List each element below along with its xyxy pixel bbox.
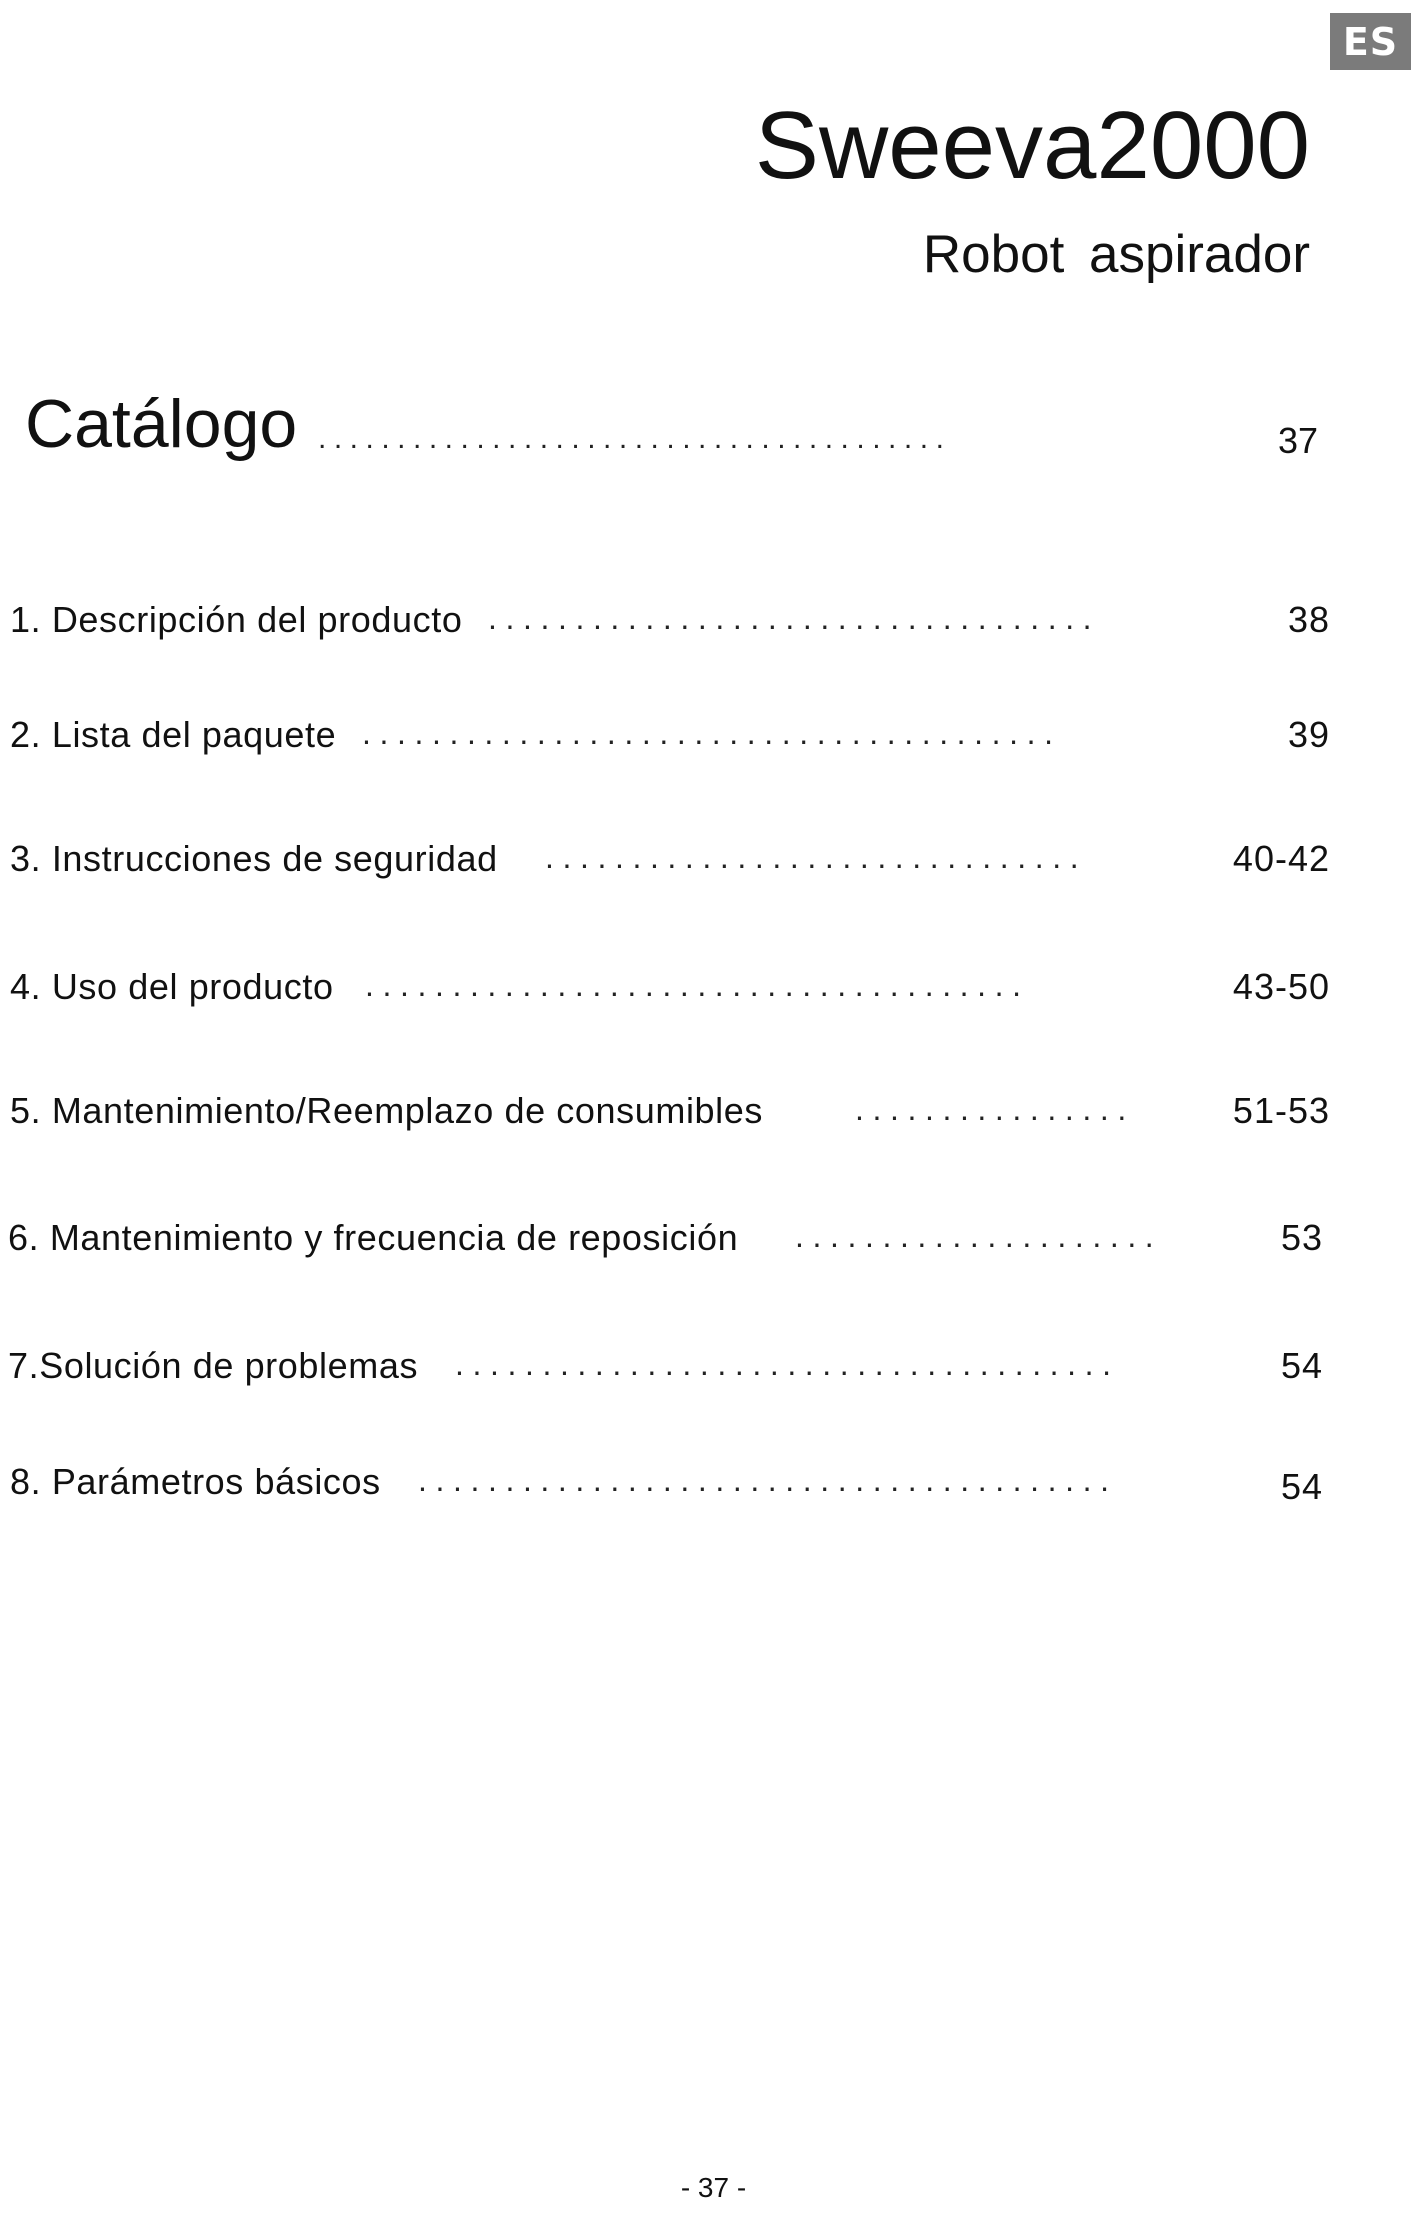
toc-entry-label: 2. Lista del paquete bbox=[10, 714, 337, 755]
toc-entry[interactable] bbox=[8, 1341, 1323, 1391]
toc-entry[interactable] bbox=[10, 1457, 1323, 1507]
toc-entry-label: 1. Descripción del producto bbox=[10, 599, 463, 640]
toc-entry-page: 40-42 bbox=[1232, 838, 1330, 879]
toc-heading-page-number: 37 bbox=[1278, 420, 1319, 461]
toc-entry[interactable] bbox=[10, 1086, 1330, 1136]
toc-entry-page: 54 bbox=[1280, 1466, 1323, 1507]
toc-leader-dots: ..................... bbox=[795, 1218, 1163, 1254]
toc-entry[interactable] bbox=[10, 710, 1330, 760]
toc-entry-label: 3. Instrucciones de seguridad bbox=[10, 838, 498, 879]
toc-entry-page: 39 bbox=[1287, 714, 1330, 755]
toc-entry-page: 43-50 bbox=[1232, 966, 1330, 1007]
toc-leader-dots: ...................................... bbox=[455, 1346, 1120, 1382]
page-number: - 37 - bbox=[680, 2172, 747, 2203]
toc-entry-label: 8. Parámetros básicos bbox=[10, 1461, 381, 1502]
toc-heading-row bbox=[25, 386, 1325, 470]
toc-entry-label: 7.Solución de problemas bbox=[8, 1345, 419, 1386]
toc-leader-dots: ...................................... bbox=[365, 967, 1030, 1003]
toc-entry-page: 38 bbox=[1287, 599, 1330, 640]
toc-entry-page: 54 bbox=[1280, 1345, 1323, 1386]
toc-leader-dots: ................ bbox=[855, 1091, 1135, 1127]
toc-entry[interactable] bbox=[10, 962, 1330, 1012]
toc-entry[interactable] bbox=[10, 834, 1330, 884]
toc-leader-dots: ................................... bbox=[488, 600, 1101, 636]
toc-entry-label: 4. Uso del producto bbox=[10, 966, 334, 1007]
toc-leader-dots: ........................................ bbox=[362, 715, 1062, 751]
toc-entry-page: 51-53 bbox=[1232, 1090, 1330, 1131]
toc-leader-dots: ........................................ bbox=[418, 1462, 1118, 1498]
toc-heading: Catálogo bbox=[25, 386, 298, 462]
product-title: Sweeva2000 bbox=[754, 92, 1310, 199]
language-badge: ES bbox=[1330, 13, 1411, 70]
toc-entry[interactable] bbox=[8, 1213, 1323, 1263]
toc-entry-label: 5. Mantenimiento/Reemplazo de consumibles bbox=[10, 1090, 763, 1131]
product-subtitle: Robot aspirador bbox=[922, 225, 1310, 284]
toc-entry-page: 53 bbox=[1280, 1217, 1323, 1258]
toc-entry[interactable] bbox=[10, 595, 1330, 645]
toc-leader-dots: ........................................ bbox=[318, 422, 952, 455]
toc-leader-dots: ............................... bbox=[545, 839, 1088, 875]
toc-entry-label: 6. Mantenimiento y frecuencia de reposición bbox=[8, 1217, 739, 1258]
